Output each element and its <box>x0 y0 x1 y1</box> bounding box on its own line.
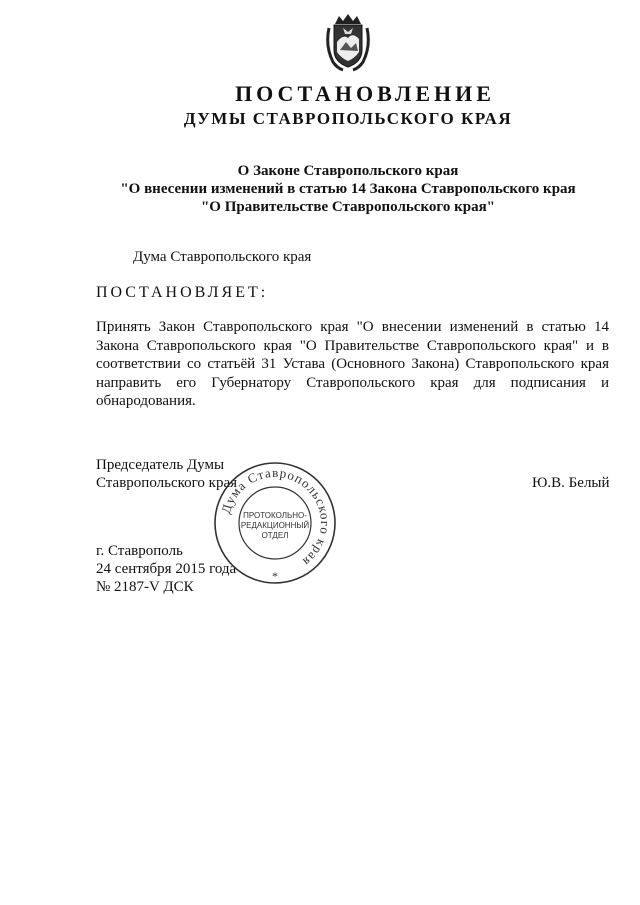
document-subtitle: ДУМЫ СТАВРОПОЛЬСКОГО КРАЯ <box>183 109 513 128</box>
stamp-ring-text: Думa Ставропольского края <box>218 464 334 571</box>
duma-name: Дума Ставропольского края <box>133 249 312 265</box>
subject-line-3: "О Правительстве Ставропольского края" <box>200 199 496 215</box>
stamp-center-line-3: ОТДЕЛ <box>261 531 289 540</box>
body-paragraph: Принять Закон Ставропольского края "О внесении изменений в статью 14 Закона Ставропольского края "О Правительстве Ставропольского края" и в соответствии со статьёй 31 Устава (Основного Закона) Ставропольского края направить его Губернатору Ставропольского края для подписания и обнародования. <box>96 319 609 409</box>
document-title: ПОСТАНОВЛЕНИЕ <box>235 81 495 106</box>
subject-line-1: О Законе Ставропольского края <box>237 163 459 179</box>
document-number: № 2187-V ДСК <box>96 579 194 595</box>
stamp-seal <box>212 460 338 586</box>
subject-line-2: "О внесении изменений в статью 14 Закона Ставропольского края <box>120 181 576 197</box>
document-date: 24 сентября 2015 года <box>96 561 237 577</box>
stamp-center-line-2: РЕДАКЦИОННЫЙ <box>240 521 310 530</box>
stamp-center-line-1: ПРОТОКОЛЬНО- <box>243 511 307 520</box>
decree-word: ПОСТАНОВЛЯЕТ: <box>96 284 269 301</box>
coat-of-arms-icon <box>325 12 371 72</box>
signatory-title-line-1: Председатель Думы <box>96 457 225 473</box>
signatory-name: Ю.В. Белый <box>532 475 610 491</box>
signatory-title-line-2: Ставропольского края <box>96 475 237 491</box>
stamp-star: * <box>272 569 278 583</box>
city: г. Ставрополь <box>96 543 183 559</box>
